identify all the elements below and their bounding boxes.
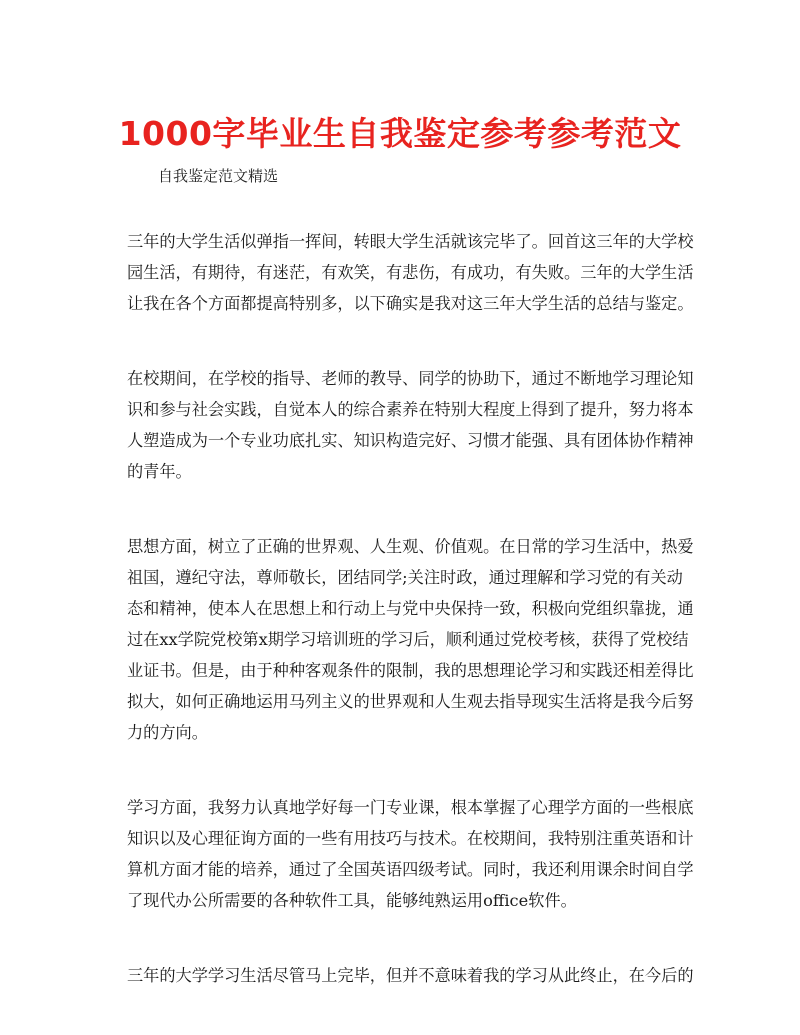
paragraph-line: 知识以及心理征询方面的一些有用技巧与技术。在校期间，我特别注重英语和计 xyxy=(127,829,694,848)
paragraph-line: 三年的大学生活似弹指一挥间，转眼大学生活就该完毕了。回首这三年的大学校 xyxy=(127,232,694,251)
paragraph-line: 园生活，有期待，有迷茫，有欢笑，有悲伤，有成功，有失败。三年的大学生活 xyxy=(127,263,694,282)
paragraph-line: 态和精神，使本人在思想上和行动上与党中央保持一致，积极向党组织靠拢，通 xyxy=(127,599,694,618)
body-paragraph xyxy=(127,226,694,319)
paragraph-line: 的青年。 xyxy=(127,462,192,481)
paragraph-line: 思想方面，树立了正确的世界观、人生观、价值观。在日常的学习生活中，热爱 xyxy=(127,537,694,556)
body-paragraph xyxy=(127,960,694,991)
body-paragraph xyxy=(127,792,694,916)
body-paragraph xyxy=(127,531,694,748)
paragraph-line: 在校期间，在学校的指导、老师的教导、同学的协助下，通过不断地学习理论知 xyxy=(127,369,694,388)
document-body xyxy=(127,226,694,1035)
paragraph-line: 力的方向。 xyxy=(127,723,208,742)
body-paragraph xyxy=(127,363,694,487)
paragraph-line: 过在xx学院党校第x期学习培训班的学习后，顺利通过党校考核，获得了党校结 xyxy=(127,630,689,649)
paragraph-line: 让我在各个方面都提高特别多，以下确实是我对这三年大学生活的总结与鉴定。 xyxy=(127,294,694,313)
paragraph-line: 了现代办公所需要的各种软件工具，能够纯熟运用office软件。 xyxy=(127,891,577,910)
document-title: 1000字毕业生自我鉴定参考参考范文 xyxy=(118,114,682,153)
paragraph-line: 算机方面才能的培养，通过了全国英语四级考试。同时，我还利用课余时间自学 xyxy=(127,860,694,879)
paragraph-line: 人塑造成为一个专业功底扎实、知识构造完好、习惯才能强、具有团体协作精神 xyxy=(127,431,694,450)
paragraph-line: 学习方面，我努力认真地学好每一门专业课，根本掌握了心理学方面的一些根底 xyxy=(127,798,694,817)
paragraph-line: 拟大，如何正确地运用马列主义的世界观和人生观去指导现实生活将是我今后努 xyxy=(127,692,694,711)
paragraph-line: 识和参与社会实践，自觉本人的综合素养在特别大程度上得到了提升，努力将本 xyxy=(127,400,694,419)
paragraph-line: 三年的大学学习生活尽管马上完毕，但并不意味着我的学习从此终止，在今后的 xyxy=(127,966,694,985)
document-subtitle: 自我鉴定范文精选 xyxy=(158,167,279,185)
paragraph-line: 祖国，遵纪守法，尊师敬长，团结同学;关注时政，通过理解和学习党的有关动 xyxy=(127,568,683,587)
paragraph-line: 业证书。但是，由于种种客观条件的限制，我的思想理论学习和实践还相差得比 xyxy=(127,661,694,680)
